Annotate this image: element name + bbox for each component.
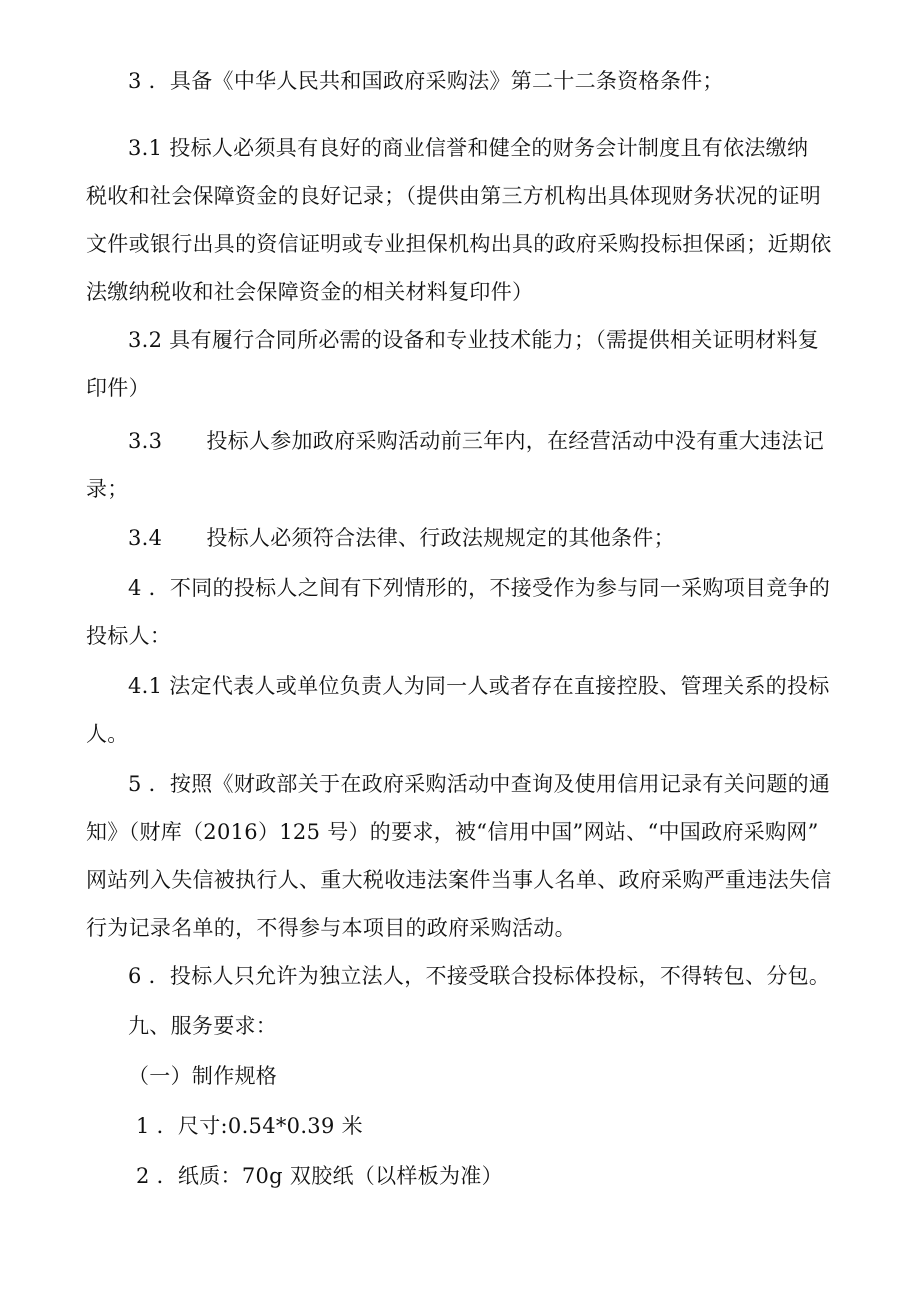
paragraph-3-2 [86, 316, 846, 412]
spec-size [86, 1102, 846, 1150]
text-line: 4.1 法定代表人或单位负责人为同一人或者存在直接控股、管理关系的投标 [128, 674, 830, 698]
text-line: 录； [86, 477, 129, 501]
item-number: 3.3 [128, 429, 163, 453]
text-line: 税收和社会保障资金的良好记录；（提供由第三方机构出具体现财务状况的证明 [86, 184, 821, 208]
text-line: 3 ．具备《中华人民共和国政府采购法》第二十二条资格条件； [128, 69, 724, 93]
paragraph-qualification [86, 57, 846, 105]
text-line: 人。 [86, 722, 129, 746]
section-heading-service [86, 1002, 846, 1050]
paragraph-6 [86, 952, 846, 1000]
text-line: 九、服务要求： [128, 1014, 278, 1038]
item-text: 投标人必须符合法律、行政法规规定的其他条件； [206, 526, 675, 550]
paragraph-5 [86, 760, 846, 952]
text-line: 行为记录名单的，不得参与本项目的政府采购活动。 [86, 916, 576, 940]
text-line: 6 ．投标人只允许为独立法人，不接受联合投标体投标，不得转包、分包。 [128, 964, 831, 988]
text-line: 文件或银行出具的资信证明或专业担保机构出具的政府采购投标担保函；近期依 [86, 232, 832, 256]
text-line: 3.1 投标人必须具有良好的商业信誉和健全的财务会计制度且有依法缴纳 [128, 136, 809, 160]
text-line [86, 417, 846, 465]
text-line: 法缴纳税收和社会保障资金的相关材料复印件） [86, 280, 534, 304]
paragraph-3-1 [86, 124, 846, 316]
item-number: 3.4 [128, 526, 163, 550]
paragraph-3-4 [86, 514, 846, 562]
spec-paper [86, 1152, 846, 1200]
subheading-spec [86, 1052, 846, 1100]
text-line: 网站列入失信被执行人、重大税收违法案件当事人名单、政府采购严重违法失信 [86, 868, 832, 892]
text-line [86, 514, 846, 562]
paragraph-4 [86, 564, 846, 660]
text-line: 投标人： [86, 624, 172, 648]
text-line: 3.2 具有履行合同所必需的设备和专业技术能力；（需提供相关证明材料复 [128, 328, 820, 352]
text-line: 知》（财库（2016）125 号）的要求，被“信用中国”网站、“中国政府采购网” [86, 820, 819, 844]
item-text: 投标人参加政府采购活动前三年内，在经营活动中没有重大违法记 [206, 429, 825, 453]
paragraph-4-1 [86, 662, 846, 758]
text-line: 2 ．纸质：70g 双胶纸（以样板为准） [136, 1164, 503, 1188]
text-line: 4 ．不同的投标人之间有下列情形的，不接受作为参与同一采购项目竞争的 [128, 576, 831, 600]
text-line: （一）制作规格 [128, 1064, 278, 1088]
text-line: 5 ．按照《财政部关于在政府采购活动中查询及使用信用记录有关问题的通 [128, 772, 831, 796]
text-line: 印件） [86, 376, 150, 400]
paragraph-3-3 [86, 417, 846, 513]
text-line: 1 ．尺寸:0.54*0.39 米 [136, 1114, 363, 1138]
